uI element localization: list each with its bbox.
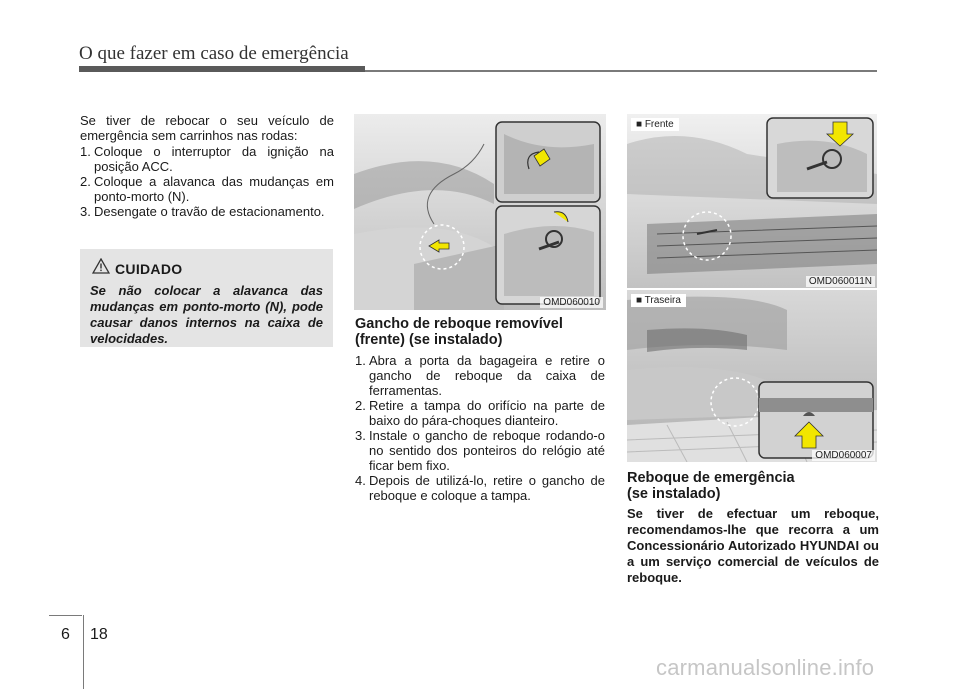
list-item bbox=[80, 204, 334, 219]
caution-header bbox=[92, 258, 323, 279]
warning-triangle-icon bbox=[92, 258, 110, 279]
figure-rear bbox=[627, 290, 877, 462]
emergency-title-line1: Reboque de emergência bbox=[627, 470, 795, 486]
chapter-number: 6 bbox=[61, 626, 70, 643]
header-rule-thin bbox=[365, 70, 877, 72]
page-number: 18 bbox=[90, 626, 108, 643]
step-number: 1. bbox=[80, 144, 91, 159]
step-text: Depois de utilizá-lo, retire o gancho de reboque e coloque a tampa. bbox=[369, 473, 605, 503]
figure-tag-front: ■ Frente bbox=[631, 118, 679, 131]
list-item bbox=[80, 144, 334, 174]
hook-section bbox=[355, 316, 605, 503]
figure-front bbox=[627, 114, 877, 288]
header-rule-thick bbox=[79, 66, 365, 72]
step-text: Abra a porta da bagageira e retire o gancho de reboque da caixa de ferramentas. bbox=[369, 353, 605, 398]
figure-tag-rear: ■ Traseira bbox=[631, 294, 686, 307]
step-number: 4. bbox=[355, 473, 366, 488]
page-header-title: O que fazer em caso de emergência bbox=[79, 43, 349, 64]
front-bumper-illustration bbox=[354, 114, 606, 310]
intro-paragraph: Se tiver de rebocar o seu veículo de emergência sem carrinhos nas rodas: bbox=[80, 113, 334, 143]
step-number: 3. bbox=[355, 428, 366, 443]
step-text: Desengate o travão de estacionamento. bbox=[94, 204, 325, 219]
hook-steps-list bbox=[355, 353, 605, 503]
front-bumper-hook-illustration bbox=[627, 114, 877, 288]
figure-code: OMD060010 bbox=[540, 297, 603, 308]
towing-steps-list bbox=[80, 144, 334, 219]
list-item bbox=[355, 353, 605, 398]
figure-front-hook bbox=[354, 114, 606, 310]
watermark: carmanualsonline.info bbox=[656, 655, 875, 680]
list-item bbox=[355, 428, 605, 473]
hook-title-line1: Gancho de reboque removível bbox=[355, 316, 563, 332]
emergency-title-line2: (se instalado) bbox=[627, 486, 721, 502]
step-text: Coloque a alavanca das mudanças em ponto-morto (N). bbox=[94, 174, 334, 204]
step-text: Instale o gancho de reboque rodando-o no sentido dos ponteiros do relógio até ficar bem fixo. bbox=[369, 428, 605, 473]
rear-bumper-hook-illustration bbox=[627, 290, 877, 462]
figure-code: OMD060007 bbox=[812, 450, 875, 461]
step-number: 2. bbox=[355, 398, 366, 413]
step-number: 1. bbox=[355, 353, 366, 368]
hook-section-title bbox=[355, 316, 605, 348]
footer-divider bbox=[83, 615, 84, 689]
emergency-paragraph: Se tiver de efectuar um reboque, recomendamos-lhe que recorra a um Concessionário Autorizado HYUNDAI ou a um serviço comercial de veículos de reboque. bbox=[627, 506, 879, 585]
caution-box bbox=[80, 249, 333, 347]
step-number: 3. bbox=[80, 204, 91, 219]
left-column bbox=[80, 113, 334, 219]
caution-text: Se não colocar a alavanca das mudanças em ponto-morto (N), pode causar danos internos na caixa de velocidades. bbox=[90, 283, 323, 346]
list-item bbox=[355, 473, 605, 503]
list-item bbox=[80, 174, 334, 204]
caution-title: CUIDADO bbox=[115, 260, 183, 277]
step-text: Coloque o interruptor da ignição na posição ACC. bbox=[94, 144, 334, 174]
emergency-section bbox=[627, 470, 879, 586]
figure-code: OMD060011N bbox=[806, 276, 875, 287]
emergency-section-title bbox=[627, 470, 879, 502]
step-number: 2. bbox=[80, 174, 91, 189]
footer-rule bbox=[49, 615, 82, 616]
list-item bbox=[355, 398, 605, 428]
step-text: Retire a tampa do orifício na parte de baixo do pára-choques dianteiro. bbox=[369, 398, 605, 428]
hook-title-line2: (frente) (se instalado) bbox=[355, 332, 503, 348]
